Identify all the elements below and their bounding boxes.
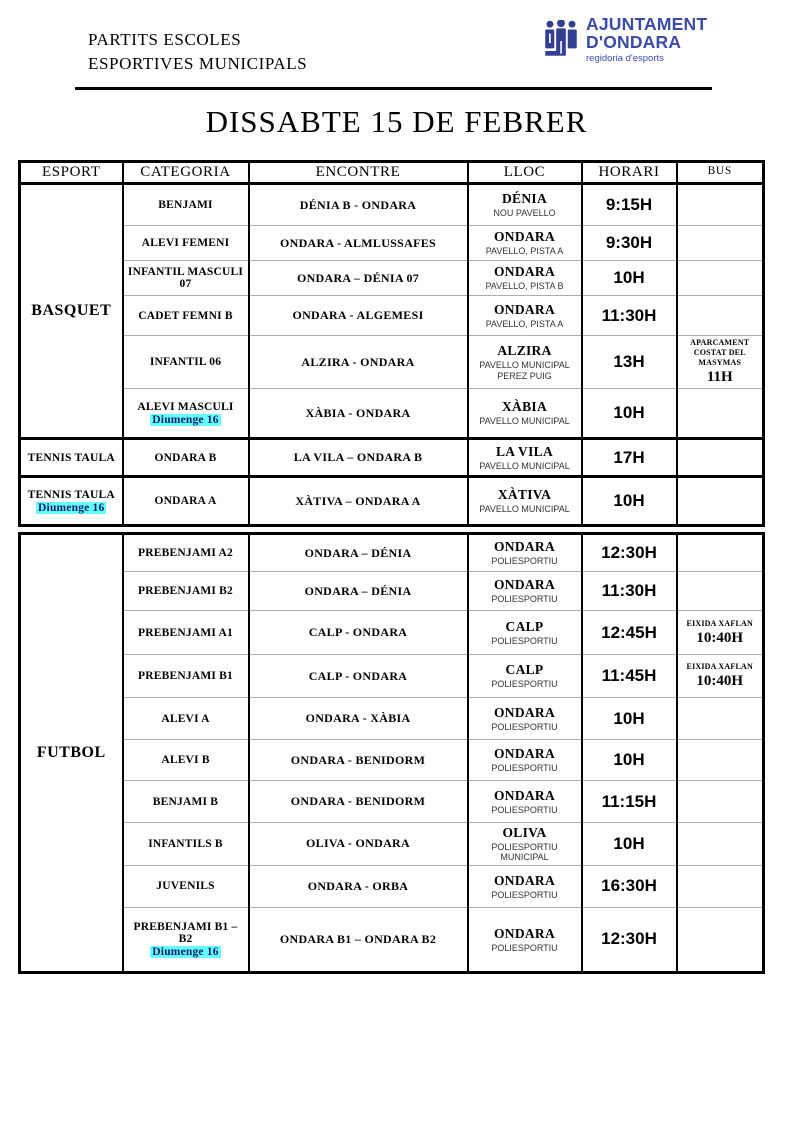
logo-tagline: regidoria d'esports <box>586 52 664 64</box>
table-row <box>20 226 764 261</box>
lloc-venue: PAVELLO, PISTA A <box>485 246 564 257</box>
cell-encontre: DÉNIA B - ONDARA <box>249 184 468 226</box>
lloc-name: ONDARA <box>493 746 556 762</box>
cell-lloc <box>468 865 582 907</box>
cell-lloc <box>468 823 582 866</box>
lloc-name: ONDARA <box>493 925 556 941</box>
table-row <box>20 572 764 611</box>
cell-bus <box>677 781 764 823</box>
cell-bus <box>677 477 764 526</box>
lloc-venue: POLIESPORTIU <box>491 556 558 567</box>
cell-encontre: ONDARA - BENIDORM <box>249 781 468 823</box>
cell-lloc <box>468 439 582 477</box>
cell-lloc <box>468 781 582 823</box>
cell-bus <box>677 226 764 261</box>
schedule-table-futbol <box>18 532 765 974</box>
cell-bus <box>677 336 764 389</box>
table-row <box>20 865 764 907</box>
cell-categoria: ALEVI A <box>123 698 249 740</box>
header-divider <box>75 87 712 90</box>
esport-label: TENNIS TAULA <box>27 488 115 501</box>
cell-encontre: ONDARA B1 – ONDARA B2 <box>249 907 468 972</box>
cell-encontre: LA VILA – ONDARA B <box>249 439 468 477</box>
lloc-name: CALP <box>505 662 544 678</box>
cell-lloc <box>468 611 582 655</box>
lloc-venue: NOU PAVELLO <box>493 208 556 219</box>
table-row <box>20 781 764 823</box>
schedule <box>18 160 762 974</box>
logo-line2: D'ONDARA <box>586 31 682 52</box>
cell-categoria: ALEVI FEMENI <box>123 226 249 261</box>
lloc-name: ONDARA <box>493 704 556 720</box>
lloc-name: ONDARA <box>493 229 556 245</box>
table-row <box>20 336 764 389</box>
diumenge-highlight: Diumenge 16 <box>152 413 219 426</box>
schedule-table-morning <box>18 160 765 527</box>
cell-encontre: ALZIRA - ONDARA <box>249 336 468 389</box>
lloc-venue: POLIESPORTIU <box>491 942 558 953</box>
lloc-name: XÀTIVA <box>497 487 552 503</box>
cell-categoria: BENJAMI <box>123 184 249 226</box>
cell-horari: 10H <box>582 477 677 526</box>
lloc-venue: POLIESPORTIU MUNICIPAL <box>491 842 558 863</box>
cell-esport-basquet: BASQUET <box>20 184 123 439</box>
diumenge-highlight: Diumenge 16 <box>38 501 105 514</box>
lloc-name: ONDARA <box>493 577 556 593</box>
people-family-icon <box>543 20 579 67</box>
cell-horari: 11:30H <box>582 572 677 611</box>
cell-categoria: INFANTIL 06 <box>123 336 249 389</box>
cell-categoria: INFANTILS B <box>123 823 249 866</box>
cell-categoria: JUVENILS <box>123 865 249 907</box>
cell-encontre: XÀBIA - ONDARA <box>249 389 468 439</box>
bus-time: 11H <box>706 369 733 385</box>
bus-note: APARCAMENT COSTAT DEL MASYMAS <box>690 338 750 367</box>
cell-categoria: ALEVI B <box>123 740 249 781</box>
table-row <box>20 261 764 296</box>
cell-encontre: ONDARA - ALMLUSSAFES <box>249 226 468 261</box>
cell-encontre: ONDARA – DÉNIA 07 <box>249 261 468 296</box>
lloc-name: ONDARA <box>493 787 556 803</box>
org-title-line2: ESPORTIVES MUNICIPALS <box>88 53 308 73</box>
cell-categoria: CADET FEMNI B <box>123 296 249 336</box>
col-header-esport: ESPORT <box>20 162 123 184</box>
table-row <box>20 389 764 439</box>
col-header-categoria: CATEGORIA <box>123 162 249 184</box>
cell-lloc <box>468 261 582 296</box>
bus-note: EIXIDA XAFLAN <box>686 662 753 671</box>
col-header-bus: BUS <box>677 162 764 184</box>
cell-bus <box>677 296 764 336</box>
cell-horari: 11:45H <box>582 655 677 698</box>
diumenge-highlight: Diumenge 16 <box>152 945 219 958</box>
col-header-lloc: LLOC <box>468 162 582 184</box>
cell-horari: 10H <box>582 823 677 866</box>
table-row <box>20 296 764 336</box>
cell-lloc <box>468 907 582 972</box>
cell-categoria <box>123 907 249 972</box>
cell-encontre: CALP - ONDARA <box>249 611 468 655</box>
cell-lloc <box>468 698 582 740</box>
lloc-venue: PAVELLO MUNICIPAL <box>479 460 570 471</box>
table-row <box>20 439 764 477</box>
lloc-venue: PAVELLO MUNICIPAL <box>479 504 570 515</box>
cell-esport-futbol: FUTBOL <box>20 534 123 973</box>
lloc-name: CALP <box>505 618 544 634</box>
logo-text <box>586 16 707 63</box>
lloc-name: ONDARA <box>493 539 556 555</box>
cell-lloc <box>468 296 582 336</box>
table-row <box>20 184 764 226</box>
cell-lloc <box>468 477 582 526</box>
lloc-venue: POLIESPORTIU <box>491 804 558 815</box>
cell-bus <box>677 534 764 572</box>
cell-bus <box>677 907 764 972</box>
cell-encontre: OLIVA - ONDARA <box>249 823 468 866</box>
lloc-name: LA VILA <box>496 443 553 459</box>
cell-categoria: INFANTIL MASCULI 07 <box>123 261 249 296</box>
date-title: DISSABTE 15 DE FEBRER <box>205 104 588 139</box>
cell-categoria: PREBENJAMI A1 <box>123 611 249 655</box>
lloc-name: DÉNIA <box>501 191 547 207</box>
col-header-encontre: ENCONTRE <box>249 162 468 184</box>
lloc-venue: POLIESPORTIU <box>491 635 558 646</box>
logo-line1: AJUNTAMENT <box>586 14 708 34</box>
lloc-name: ONDARA <box>493 872 556 888</box>
table-row <box>20 534 764 572</box>
cell-bus <box>677 389 764 439</box>
lloc-name: XÀBIA <box>501 399 547 415</box>
cell-categoria: BENJAMI B <box>123 781 249 823</box>
cell-encontre: ONDARA - XÀBIA <box>249 698 468 740</box>
cell-bus <box>677 655 764 698</box>
cell-esport-tennis: TENNIS TAULA <box>20 439 123 477</box>
cell-horari: 10H <box>582 389 677 439</box>
cell-horari: 10H <box>582 698 677 740</box>
cell-horari: 16:30H <box>582 865 677 907</box>
cell-horari: 17H <box>582 439 677 477</box>
cell-bus <box>677 865 764 907</box>
table-row <box>20 477 764 526</box>
cell-encontre: ONDARA - BENIDORM <box>249 740 468 781</box>
cell-encontre: ONDARA – DÉNIA <box>249 534 468 572</box>
ajuntament-ondara-logo <box>543 16 707 67</box>
cell-lloc <box>468 572 582 611</box>
table-row <box>20 698 764 740</box>
categoria-label: PREBENJAMI B1 – B2 <box>133 920 238 945</box>
cell-horari: 9:30H <box>582 226 677 261</box>
header-row <box>20 162 764 184</box>
org-title <box>88 28 307 76</box>
cell-encontre: ONDARA - ORBA <box>249 865 468 907</box>
cell-categoria: PREBENJAMI B2 <box>123 572 249 611</box>
categoria-label: ALEVI MASCULI <box>137 400 234 413</box>
cell-horari: 13H <box>582 336 677 389</box>
cell-encontre: ONDARA - ALGEMESI <box>249 296 468 336</box>
cell-encontre: CALP - ONDARA <box>249 655 468 698</box>
cell-bus <box>677 184 764 226</box>
cell-bus <box>677 261 764 296</box>
cell-horari: 12:30H <box>582 907 677 972</box>
table-row <box>20 740 764 781</box>
cell-categoria <box>123 389 249 439</box>
cell-horari: 12:45H <box>582 611 677 655</box>
bus-note: EIXIDA XAFLAN <box>686 618 753 628</box>
table-row <box>20 907 764 972</box>
cell-lloc <box>468 389 582 439</box>
cell-categoria: PREBENJAMI B1 <box>123 655 249 698</box>
cell-lloc <box>468 184 582 226</box>
table-row <box>20 655 764 698</box>
cell-bus <box>677 572 764 611</box>
cell-horari: 11:30H <box>582 296 677 336</box>
cell-horari: 11:15H <box>582 781 677 823</box>
cell-lloc <box>468 740 582 781</box>
lloc-venue: PAVELLO MUNICIPAL PEREZ PUIG <box>479 360 570 381</box>
cell-lloc <box>468 534 582 572</box>
cell-horari: 12:30H <box>582 534 677 572</box>
cell-encontre: ONDARA – DÉNIA <box>249 572 468 611</box>
lloc-venue: PAVELLO MUNICIPAL <box>479 416 570 427</box>
cell-bus <box>677 611 764 655</box>
cell-esport-tennis-diumenge <box>20 477 123 526</box>
cell-categoria: ONDARA A <box>123 477 249 526</box>
bus-time: 10:40H <box>696 673 744 689</box>
lloc-name: OLIVA <box>502 825 547 840</box>
cell-bus <box>677 439 764 477</box>
cell-bus <box>677 740 764 781</box>
table-row <box>20 823 764 866</box>
lloc-venue: PAVELLO, PISTA B <box>485 281 564 292</box>
cell-lloc <box>468 655 582 698</box>
lloc-venue: POLIESPORTIU <box>491 721 558 732</box>
cell-lloc <box>468 226 582 261</box>
col-header-horari: HORARI <box>582 162 677 184</box>
lloc-venue: POLIESPORTIU <box>491 889 558 900</box>
bus-time: 10:40H <box>696 629 744 646</box>
cell-horari: 10H <box>582 740 677 781</box>
lloc-name: ONDARA <box>493 301 556 317</box>
lloc-venue: POLIESPORTIU <box>491 679 558 690</box>
cell-categoria: PREBENJAMI A2 <box>123 534 249 572</box>
lloc-venue: PAVELLO, PISTA A <box>485 318 564 329</box>
cell-bus <box>677 698 764 740</box>
org-title-line1: PARTITS ESCOLES <box>88 30 242 49</box>
lloc-venue: POLIESPORTIU <box>491 763 558 774</box>
table-row <box>20 611 764 655</box>
cell-horari: 10H <box>582 261 677 296</box>
cell-horari: 9:15H <box>582 184 677 226</box>
cell-bus <box>677 823 764 866</box>
lloc-name: ALZIRA <box>497 343 552 359</box>
lloc-name: ONDARA <box>493 264 556 280</box>
cell-lloc <box>468 336 582 389</box>
cell-encontre: XÀTIVA – ONDARA A <box>249 477 468 526</box>
cell-categoria: ONDARA B <box>123 439 249 477</box>
lloc-venue: POLIESPORTIU <box>491 594 558 605</box>
